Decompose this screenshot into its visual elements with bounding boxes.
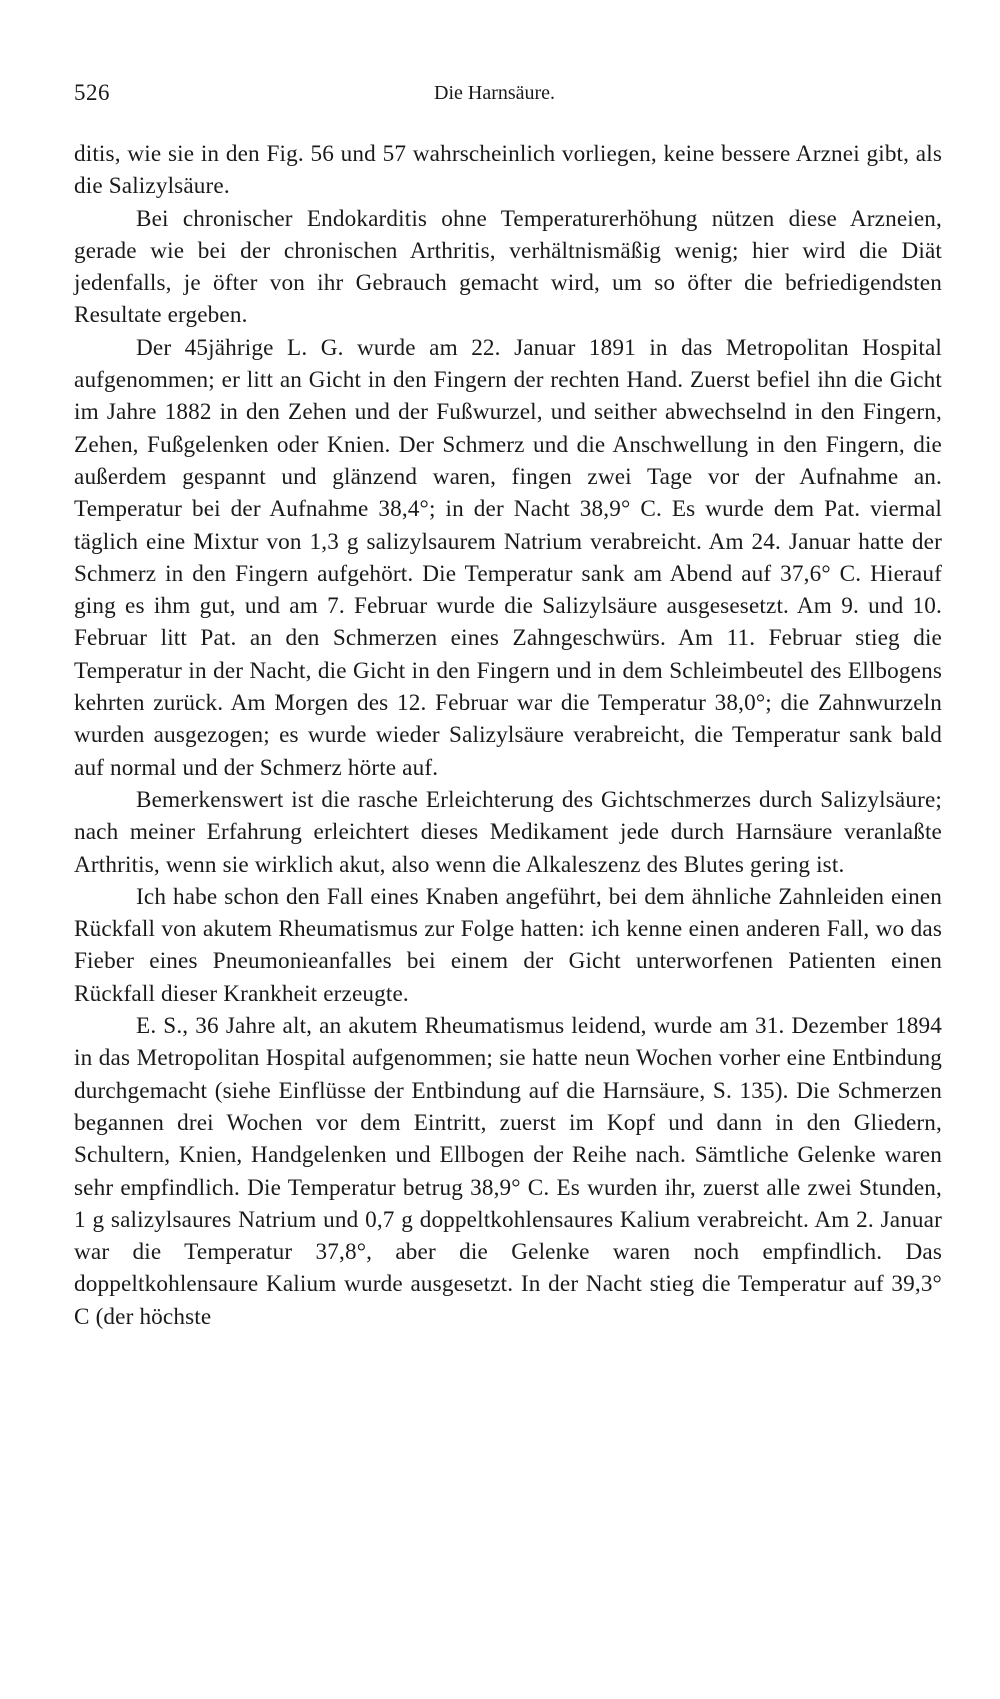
paragraph-continuation: ditis, wie sie in den Fig. 56 und 57 wahrscheinlich vorliegen, keine bessere Arznei gibt, als die Salizylsäure. [74,141,942,200]
paragraph-relapse: Ich habe schon den Fall eines Knaben angeführt, bei dem ähnliche Zahnleiden einen Rückfall von akutem Rheumatismus zur Folge hatten: ich kenne einen anderen Fall, wo das Fieber eines Pneumonieanfalles bei einem der Gicht unterworfenen Patienten einen Rückfall dieser Krankheit erzeugte. [74,883,942,1007]
running-title: Die Harnsäure. [434,82,556,104]
paragraph-case-es: E. S., 36 Jahre alt, an akutem Rheumatismus leidend, wurde am 31. Dezember 1894 in das Metropolitan Hospital aufgenommen; sie hatte neun Wochen vorher eine Entbindung durchgemacht (siehe Einflüsse der Entbindung auf die Harnsäure, S. 135). Die Schmerzen begannen drei Wochen vor dem Eintritt, zuerst im Kopf und dann in den Gliedern, Schultern, Knien, Handgelenken und Ellbogen der Reihe nach. Sämtliche Gelenke waren sehr empfindlich. Die Temperatur betrug 38,9° C. Es wurden ihr, zuerst alle zwei Stunden, 1 g salizylsaures Natrium und 0,7 g doppeltkohlensaures Kalium verabreicht. Am 2. Januar war die Temperatur 37,8°, aber die Gelenke waren noch empfindlich. Das doppeltkohlensaure Kalium wurde ausgesetzt. In der Nacht stieg die Temperatur auf 39,3° C (der höchste [74,1013,942,1330]
body-text [74,138,942,1333]
page-number: 526 [74,80,110,105]
page-header [74,80,940,110]
paragraph-case-lg: Der 45jährige L. G. wurde am 22. Januar 1891 in das Metropolitan Hospital aufgenommen; er litt an Gicht in den Fingern der rechten Hand. Zuerst befiel ihn die Gicht im Jahre 1882 in den Zehen und der Fußwurzel, und seither abwechselnd in den Fingern, Zehen, Fußgelenken oder Knien. Der Schmerz und die Anschwellung in den Fingern, die außerdem gespannt und glänzend waren, fingen zwei Tage vor der Aufnahme an. Temperatur bei der Aufnahme 38,4°; in der Nacht 38,9° C. Es wurde dem Pat. viermal täglich eine Mixtur von 1,3 g salizylsaurem Natrium verabreicht. Am 24. Januar hatte der Schmerz in den Fingern aufgehört. Die Temperatur sank am Abend auf 37,6° C. Hierauf ging es ihm gut, und am 7. Februar wurde die Salizylsäure ausgesesetzt. Am 9. und 10. Februar litt Pat. an den Schmerzen eines Zahngeschwürs. Am 11. Februar stieg die Temperatur in der Nacht, die Gicht in den Fingern und in dem Schleimbeutel des Ellbogens kehrten zurück. Am Morgen des 12. Februar war die Temperatur 38,0°; die Zahnwurzeln wurden ausgezogen; es wurde wieder Salizylsäure verabreicht, die Temperatur sank bald auf normal und der Schmerz hörte auf. [74,334,942,781]
paragraph-remark: Bemerkenswert ist die rasche Erleichterung des Gichtschmerzes durch Salizylsäure; nach meiner Erfahrung erleichtert dieses Medikament jede durch Harnsäure veranlaßte Arthritis, wenn sie wirklich akut, also wenn die Alkaleszenz des Blutes gering ist. [74,786,942,878]
paragraph-endokarditis: Bei chronischer Endokarditis ohne Temperaturerhöhung nützen diese Arzneien, gerade wie bei der chronischen Arthritis, verhältnismäßig wenig; hier wird die Diät jedenfalls, je öfter von ihr Gebrauch gemacht wird, um so öfter die befriedigendsten Resultate ergeben. [74,205,942,329]
